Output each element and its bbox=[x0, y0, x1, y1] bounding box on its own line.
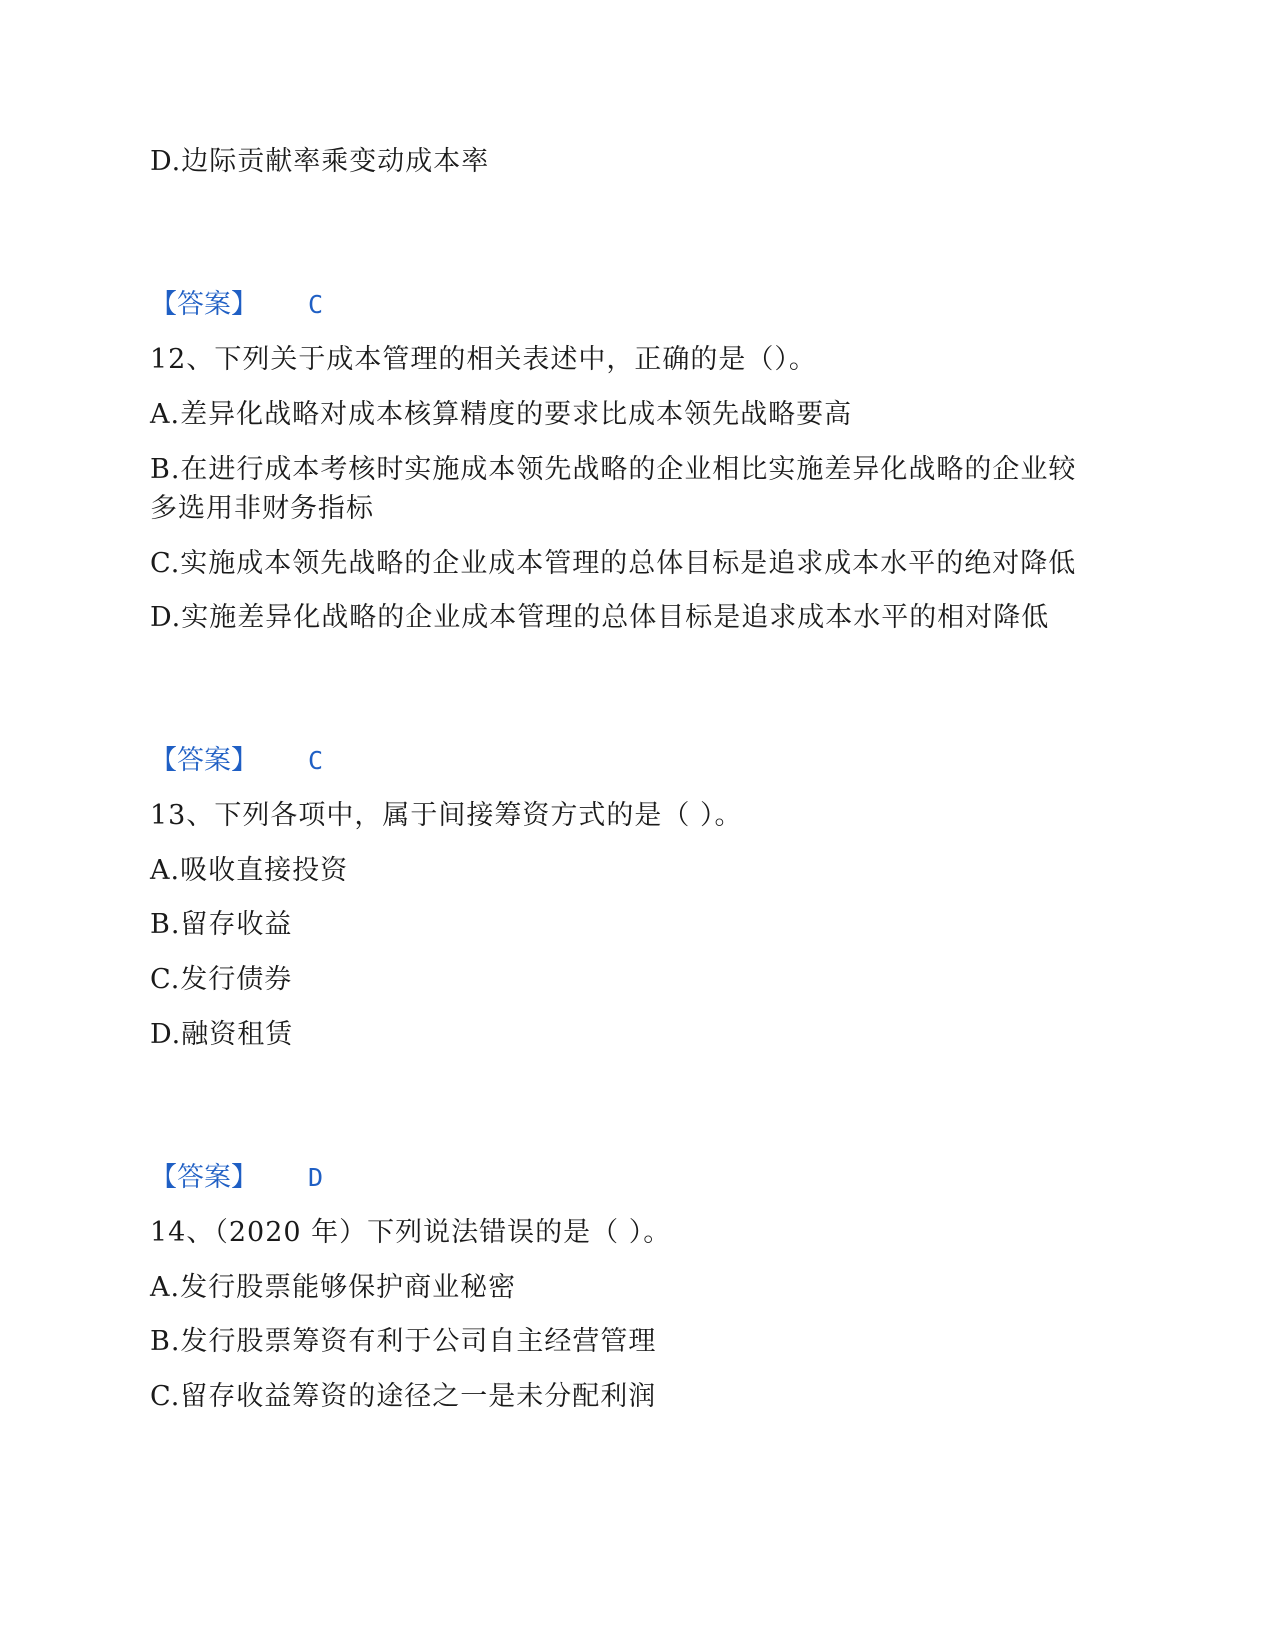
q13-option-b: B.留存收益 bbox=[150, 909, 293, 940]
q14-stem: 14、（2020 年）下列说法错误的是（ ）。 bbox=[150, 1217, 672, 1248]
answer-value: D bbox=[308, 1163, 324, 1192]
q13-option-c: C.发行债券 bbox=[150, 964, 293, 995]
q12-option-d: D.实施差异化战略的企业成本管理的总体目标是追求成本水平的相对降低 bbox=[150, 602, 1050, 633]
q13-option-a: A.吸收直接投资 bbox=[150, 855, 349, 886]
answer-row-q13 bbox=[150, 1158, 324, 1198]
q13-option-d: D.融资租赁 bbox=[150, 1019, 294, 1050]
q12-option-a: A.差异化战略对成本核算精度的要求比成本领先战略要高 bbox=[150, 399, 853, 430]
q12-option-b-line1: B.在进行成本考核时实施成本领先战略的企业相比实施差异化战略的企业较 bbox=[150, 454, 1077, 485]
answer-label: 【答案】 bbox=[150, 1162, 258, 1193]
q12-option-c: C.实施成本领先战略的企业成本管理的总体目标是追求成本水平的绝对降低 bbox=[150, 548, 1077, 579]
q14-option-b: B.发行股票筹资有利于公司自主经营管理 bbox=[150, 1326, 657, 1357]
q13-stem: 13、下列各项中，属于间接筹资方式的是（ ）。 bbox=[150, 800, 743, 831]
answer-row-q12 bbox=[150, 741, 324, 781]
answer-label: 【答案】 bbox=[150, 745, 258, 776]
answer-row-q11 bbox=[150, 285, 324, 325]
q12-stem: 12、下列关于成本管理的相关表述中，正确的是（）。 bbox=[150, 344, 817, 375]
answer-value: C bbox=[308, 746, 324, 775]
prev-option-d: D.边际贡献率乘变动成本率 bbox=[150, 146, 490, 177]
q14-option-c: C.留存收益筹资的途径之一是未分配利润 bbox=[150, 1381, 657, 1412]
q14-option-a: A.发行股票能够保护商业秘密 bbox=[150, 1272, 517, 1303]
q12-option-b-line2: 多选用非财务指标 bbox=[150, 493, 374, 524]
answer-value: C bbox=[308, 290, 324, 319]
answer-label: 【答案】 bbox=[150, 289, 258, 320]
